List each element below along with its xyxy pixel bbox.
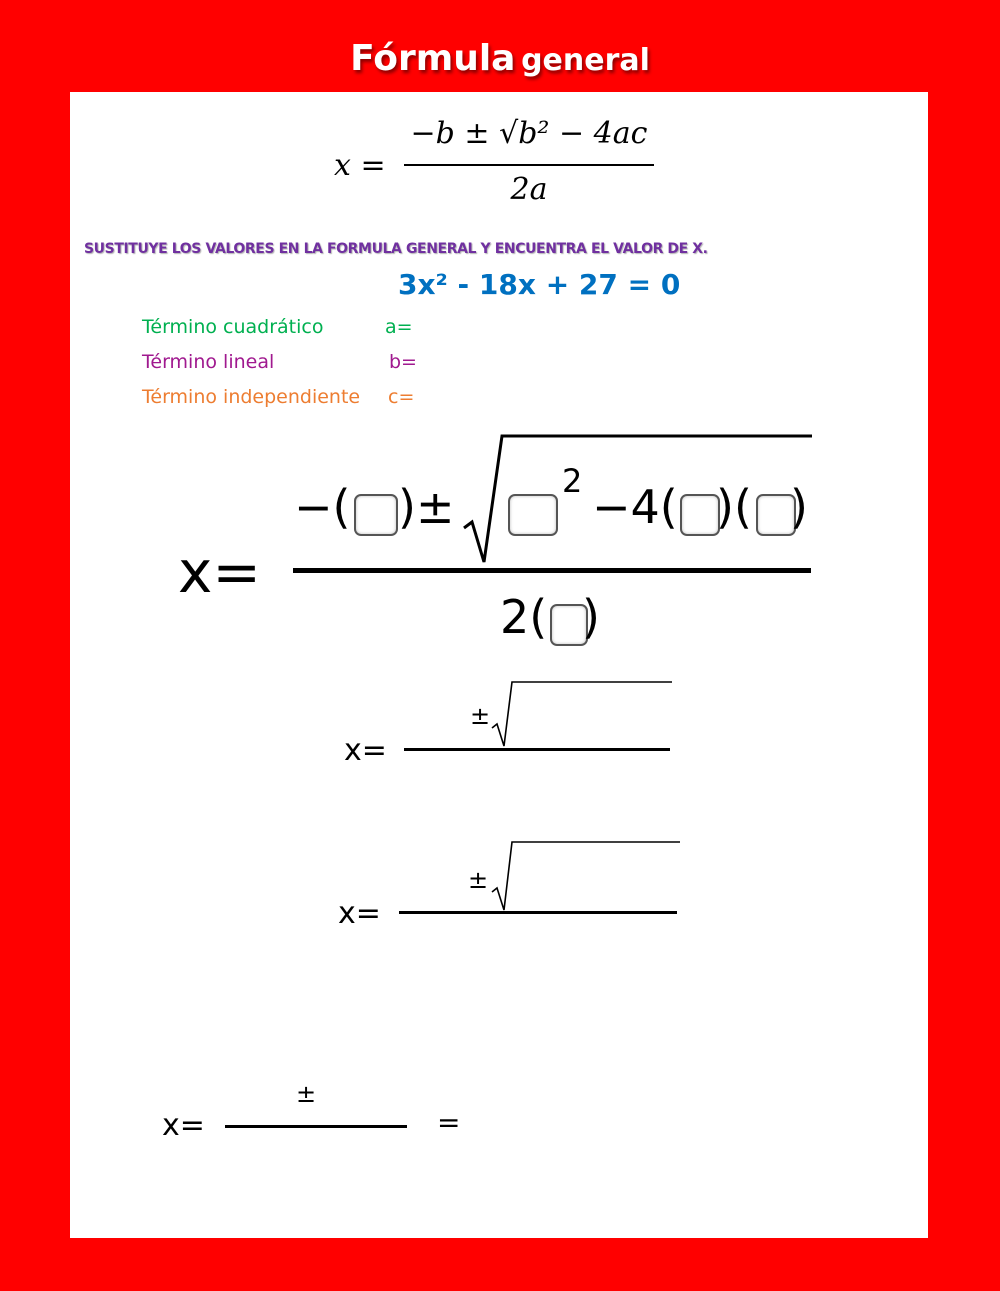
input-box-b-squared[interactable]	[508, 494, 558, 536]
input-box-b[interactable]	[354, 494, 398, 536]
quadratic-equation: 3x² - 18x + 27 = 0	[398, 268, 681, 301]
step3-fraction-bar	[225, 1125, 407, 1128]
formula-denominator: 2a	[510, 172, 548, 207]
substitution-neg-open: −(	[294, 480, 351, 534]
term-quadratic-label: Término cuadrático	[142, 316, 324, 338]
substitution-exponent: 2	[562, 462, 583, 500]
substitution-two-open: 2(	[500, 590, 548, 644]
step2-sqrt-icon	[490, 838, 680, 912]
step2-sqrt-stroke	[492, 842, 680, 910]
step1-plus-minus: ±	[470, 702, 491, 730]
input-box-a[interactable]	[680, 494, 720, 536]
step1-fraction-bar	[404, 748, 670, 751]
formula-numerator: −b ± √b² − 4ac	[410, 116, 648, 151]
substitution-close: )	[790, 480, 808, 534]
step3-equals: =	[437, 1106, 461, 1139]
step1-sqrt-icon	[490, 678, 672, 748]
substitution-lhs: x=	[178, 538, 261, 606]
step2-plus-minus: ±	[468, 866, 489, 894]
step2-lhs: x=	[338, 896, 381, 931]
term-independent-label: Término independiente	[142, 386, 361, 408]
step3-plus-minus: ±	[296, 1080, 317, 1108]
term-linear-label: Término lineal	[142, 351, 275, 373]
step1-lhs: x=	[344, 733, 387, 768]
formula-fraction-bar	[404, 164, 654, 166]
substitution-close-open: )(	[716, 480, 752, 534]
substitution-fraction-bar	[293, 568, 811, 573]
coef-a-label: a=	[385, 316, 413, 338]
worksheet-sheet	[70, 92, 928, 1238]
page-title	[0, 38, 1000, 79]
substitution-two-close: )	[582, 590, 600, 644]
step3-lhs: x=	[162, 1108, 205, 1143]
coef-b-label: b=	[389, 351, 417, 373]
instruction-text: SUSTITUYE LOS VALORES EN LA FORMULA GENERAL Y ENCUENTRA EL VALOR DE X.	[84, 241, 708, 257]
substitution-minus-four: −4(	[592, 480, 678, 534]
step2-fraction-bar	[399, 911, 677, 914]
formula-lhs: x =	[334, 148, 386, 183]
title-part1: Fórmula	[350, 38, 516, 79]
title-part2: general	[521, 43, 650, 78]
substitution-close-pm: )±	[398, 480, 455, 534]
step1-sqrt-stroke	[492, 682, 672, 746]
coef-c-label: c=	[388, 386, 415, 408]
